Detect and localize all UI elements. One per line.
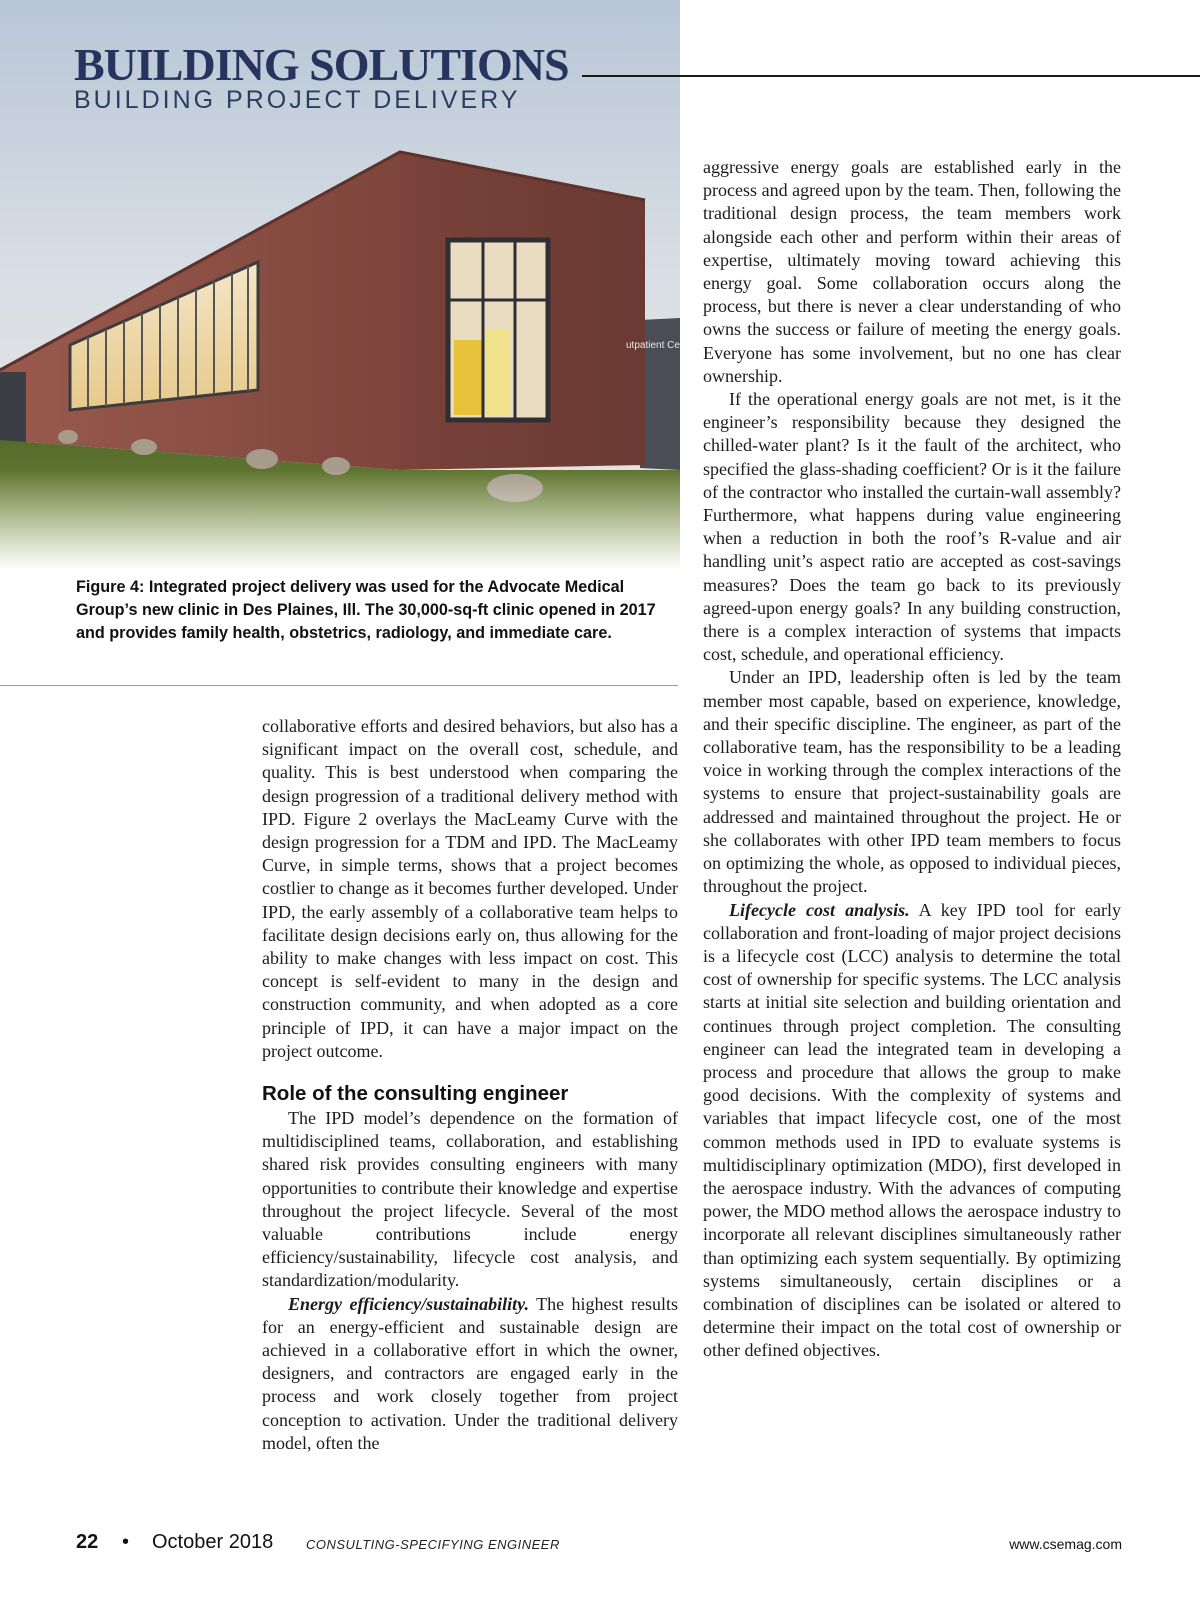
article-column-right bbox=[703, 156, 1121, 1363]
figure-caption: Figure 4: Integrated project delivery was used for the Advocate Medical Group’s new clinic in Des Plaines, Ill. The 30,000-sq-ft clinic opened in 2017 and provides family health, obstetrics, radiology, and immediate care. bbox=[76, 578, 656, 642]
section-subtitle: BUILDING PROJECT DELIVERY bbox=[74, 86, 521, 114]
building-sign: utpatient Ce bbox=[626, 340, 680, 351]
page-footer bbox=[76, 1531, 1122, 1561]
website-url: www.csemag.com bbox=[1009, 1536, 1122, 1552]
entrance bbox=[0, 372, 26, 442]
run-in-heading: Energy efficiency/sustainability. bbox=[288, 1293, 529, 1314]
header-rule bbox=[582, 75, 1200, 77]
paragraph-text: A key IPD tool for early collaboration and front-loading of major project decisions is a lifecycle cost (LCC) analysis to determine the total cost of ownership for specific systems. The LCC analysis starts at initial site selection and building orientation and continues through project completion. The consulting engineer can lead the integrated team in developing a process and procedure that allows the group to make good decisions. With the complexity of systems and variables that impact lifecycle cost, one of the most common methods used in IPD to evaluate systems is multidisciplinary optimization (MDO), first developed in the aerospace industry. With the advances of computing power, the MDO method allows the aerospace industry to incorporate all relevant disciplines simultaneously rather than optimizing each system sequentially. By optimizing systems simultaneously, certain disciplines or a combination of disciplines can be isolated or altered to determine their impact on the total cost of ownership or other defined objectives. bbox=[703, 899, 1121, 1361]
article-column-left bbox=[262, 715, 678, 1455]
section-heading: Role of the consulting engineer bbox=[262, 1082, 569, 1106]
section-title: BUILDING SOLUTIONS bbox=[74, 39, 569, 90]
paragraph: collaborative efforts and desired behaviors, but also has a significant impact on the overall cost, schedule, and quality. This is best understood when comparing the design progression of a traditional delivery method with IPD. Figure 2 overlays the MacLeamy Curve with the design progression for a TDM and IPD. The MacLeamy Curve, in simple terms, shows that a project becomes costlier to change as it becomes further developed. Under IPD, the early assembly of a collaborative team helps to facilitate design decisions early on, thus allowing for the ability to make changes with less impact on cost. This concept is self-evident to many in the design and construction community, and when adopted as a core principle of IPD, it can have a major impact on the project outcome. bbox=[262, 716, 678, 1061]
footer-bullet: • bbox=[122, 1531, 130, 1553]
paragraph: Under an IPD, leadership often is led by the team member most capable, based on experience, knowledge, and their specific discipline. The engineer, as part of the collaborative team, has the responsibility to be a leading voice in working through the complex interactions of the systems to ensure that project-sustainability goals are addressed and maintained throughout the project. He or she collaborates with other IPD team members to focus on optimizing the whole, as opposed to individual pieces, throughout the project. bbox=[703, 667, 1121, 897]
paragraph: If the operational energy goals are not met, is it the engineer’s responsibility because they designed the chilled-water plant? Is it the fault of the architect, who specified the glass-shading coefficient? Or is it the failure of the contractor who installed the curtain-wall assembly? Furthermore, what happens during value engineering when a reduction in both the roof’s R-value and air handling unit’s aspect ratio are accepted as cost-savings measures? Does the team go back to its previously agreed-upon energy goals? In any building construction, there is a complex interaction of systems that impacts cost, schedule, and operational efficiency. bbox=[703, 389, 1121, 665]
paragraph bbox=[703, 899, 1121, 1363]
magazine-name: CONSULTING-SPECIFYING ENGINEER bbox=[306, 1537, 560, 1552]
paragraph: aggressive energy goals are established early in the process and agreed upon by the team. Then, following the traditional design process, the team members work alongside each other and perform within their areas of expertise, ultimately moving toward achieving this energy goal. Some collaboration occurs along the process, but there is never a clear understanding of who owns the success or failure of meeting the energy goals. Everyone has some involvement, but no one has clear ownership. bbox=[703, 157, 1121, 386]
page-number: 22 bbox=[76, 1531, 99, 1553]
paragraph-text: The highest results for an energy-efficient and sustainable design are achieved in a collaborative effort in which the owner, designers, and contractors are engaged early in the process and work closely together from project conception to activation. Under the traditional delivery model, often the bbox=[262, 1293, 678, 1453]
run-in-heading: Lifecycle cost analysis. bbox=[729, 899, 910, 920]
issue-date: October 2018 bbox=[152, 1531, 274, 1553]
paragraph bbox=[262, 1293, 678, 1455]
caption-divider bbox=[0, 685, 678, 686]
paragraph: The IPD model’s dependence on the formation of multidisciplined teams, collaboration, and establishing shared risk provides consulting engineers with many opportunities to contribute their knowledge and expertise throughout the project lifecycle. Several of the most valuable contributions include energy efficiency/sustainability, lifecycle cost analysis, and standardization/modularity. bbox=[262, 1108, 678, 1291]
